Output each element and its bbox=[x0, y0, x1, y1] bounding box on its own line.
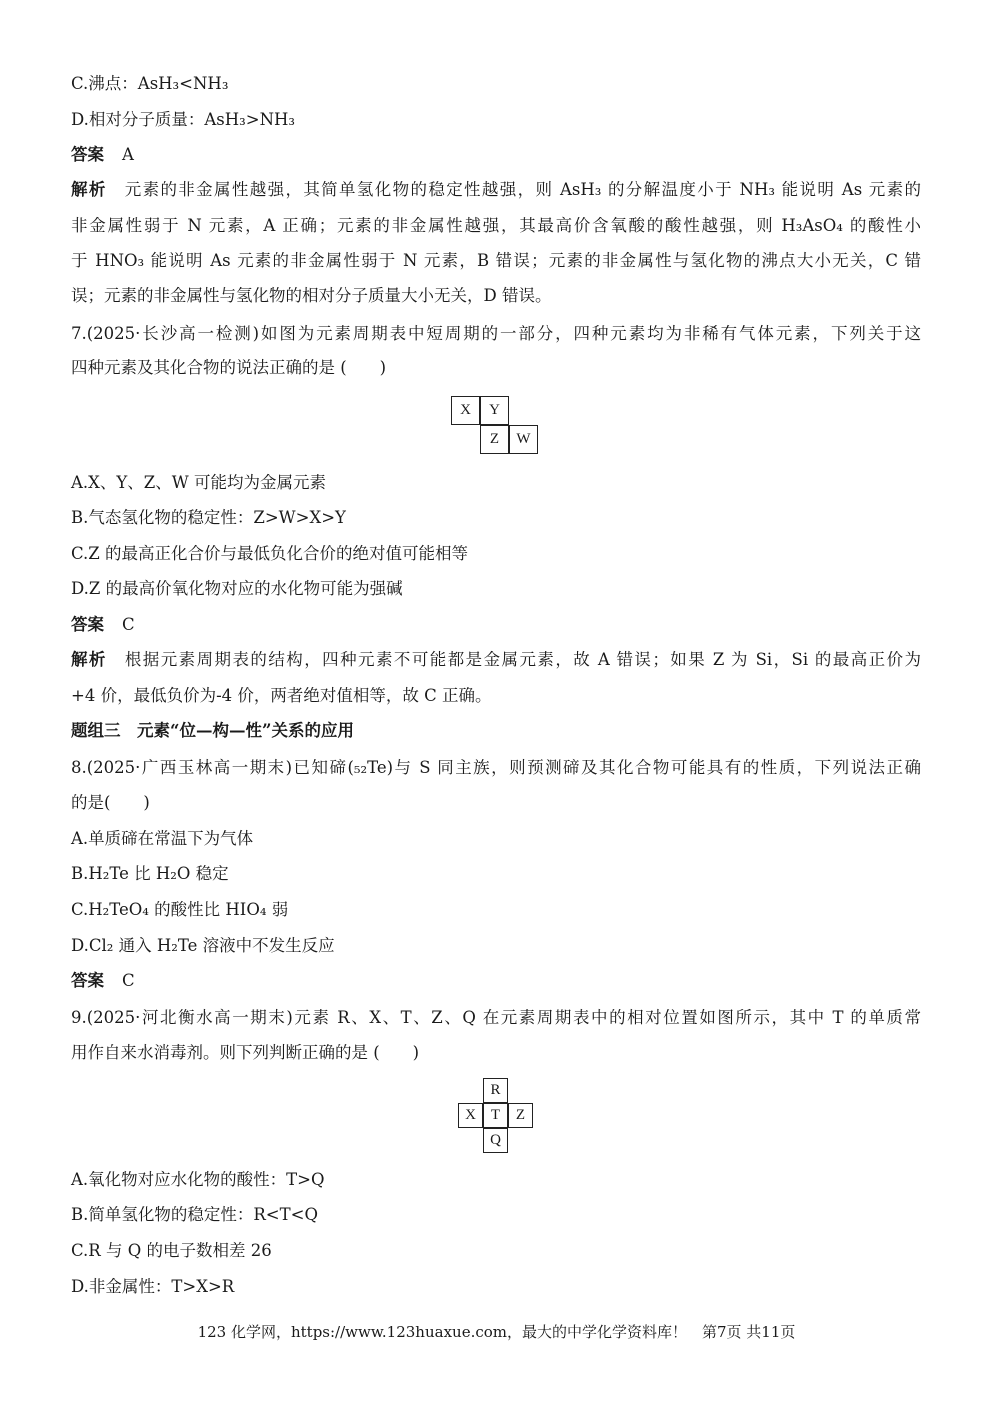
line-text: A.氧化物对应水化物的酸性：T>Q bbox=[71, 1170, 325, 1189]
line-text: D.Cl₂ 通入 H₂Te 溶液中不发生反应 bbox=[71, 936, 335, 955]
text-line-23 bbox=[71, 934, 335, 958]
answer-label: 答案 bbox=[71, 615, 104, 634]
grid2-cell-x: X bbox=[458, 1103, 483, 1128]
line-text: 题组三 元素“位—构—性”关系的应用 bbox=[71, 721, 354, 740]
line-text: D.Z 的最高价氧化物对应的水化物可能为强碱 bbox=[71, 579, 403, 598]
analysis-label: 解析 bbox=[71, 180, 107, 199]
text-line-8 bbox=[71, 322, 921, 346]
text-line-10 bbox=[71, 471, 326, 495]
line-text: A.X、Y、Z、W 可能均为金属元素 bbox=[71, 473, 326, 492]
text-line-28 bbox=[71, 1203, 318, 1227]
text-line-19 bbox=[71, 791, 150, 815]
line-text: 用作自来水消毒剂。则下列判断正确的是 ( ) bbox=[71, 1043, 420, 1062]
text-line-25 bbox=[71, 1006, 921, 1030]
line-text: C bbox=[122, 615, 135, 634]
text-line-15 bbox=[71, 648, 921, 672]
line-text: 误；元素的非金属性与氢化物的相对分子质量大小无关，D 错误。 bbox=[71, 286, 552, 305]
text-line-26 bbox=[71, 1041, 419, 1065]
analysis-label: 解析 bbox=[71, 650, 107, 669]
answer-label: 答案 bbox=[71, 145, 104, 164]
grid1-cell-z: Z bbox=[480, 425, 509, 454]
grid2-cell-q: Q bbox=[483, 1128, 508, 1153]
line-text: C.沸点：AsH₃<NH₃ bbox=[71, 74, 229, 93]
page-footer: 123 化学网，https://www.123huaxue.com，最大的中学化学资料库！ 第7页 共11页 bbox=[197, 1323, 796, 1341]
text-line-29 bbox=[71, 1239, 272, 1263]
text-line-4 bbox=[71, 178, 921, 202]
line-text: 于 HNO₃ 能说明 As 元素的非金属性弱于 N 元素，B 错误；元素的非金属性与氢化物的沸点大小无关，C 错 bbox=[71, 251, 921, 270]
text-line-14 bbox=[71, 613, 135, 637]
line-text: C.H₂TeO₄ 的酸性比 HIO₄ 弱 bbox=[71, 900, 289, 919]
line-text: 9.(2025·河北衡水高一期末)元素 R、X、T、Z、Q 在元素周期表中的相对位置如图所示，其中 T 的单质常 bbox=[71, 1008, 921, 1027]
line-text: D.非金属性：T>X>R bbox=[71, 1277, 235, 1296]
grid2-cell-r: R bbox=[483, 1078, 508, 1103]
line-text: B.气态氢化物的稳定性：Z>W>X>Y bbox=[71, 508, 346, 527]
grid2-cell-t: T bbox=[483, 1103, 508, 1128]
text-line-5 bbox=[71, 214, 921, 238]
line-text: 根据元素周期表的结构，四种元素不可能都是金属元素，故 A 错误；如果 Z 为 Si，Si 的最高正价为 bbox=[124, 650, 921, 669]
line-text: 四种元素及其化合物的说法正确的是 ( ) bbox=[71, 358, 387, 377]
text-line-20 bbox=[71, 827, 253, 851]
line-text: 7.(2025·长沙高一检测)如图为元素周期表中短周期的一部分，四种元素均为非稀有气体元素，下列关于这 bbox=[71, 324, 921, 343]
text-line-9 bbox=[71, 356, 386, 380]
text-line-30 bbox=[71, 1275, 234, 1299]
text-line-3 bbox=[71, 143, 134, 167]
text-line-2 bbox=[71, 108, 295, 132]
line-text: D.相对分子质量：AsH₃>NH₃ bbox=[71, 110, 296, 129]
text-line-18 bbox=[71, 756, 921, 780]
text-line-27 bbox=[71, 1168, 325, 1192]
line-text: +4 价，最低负价为-4 价，两者绝对值相等，故 C 正确。 bbox=[71, 686, 492, 705]
line-text: C.R 与 Q 的电子数相差 26 bbox=[71, 1241, 272, 1260]
line-text: C bbox=[122, 971, 135, 990]
text-line-13 bbox=[71, 577, 403, 601]
line-text: C.Z 的最高正化合价与最低负化合价的绝对值可能相等 bbox=[71, 544, 468, 563]
line-text: 非金属性弱于 N 元素，A 正确；元素的非金属性越强，其最高价含氧酸的酸性越强，则 H₃AsO₄ 的酸性小 bbox=[71, 216, 921, 235]
line-text: 的是( ) bbox=[71, 793, 150, 812]
text-line-7 bbox=[71, 284, 551, 308]
text-line-11 bbox=[71, 506, 346, 530]
line-text: 8.(2025·广西玉林高一期末)已知碲(₅₂Te)与 S 同主族，则预测碲及其化合物可能具有的性质，下列说法正确 bbox=[71, 758, 921, 777]
grid1-cell-x: X bbox=[451, 396, 480, 425]
grid1-cell-y: Y bbox=[480, 396, 509, 425]
text-line-12 bbox=[71, 542, 468, 566]
text-line-21 bbox=[71, 862, 229, 886]
line-text: B.简单氢化物的稳定性：R<T<Q bbox=[71, 1205, 318, 1224]
line-text: B.H₂Te 比 H₂O 稳定 bbox=[71, 864, 229, 883]
text-line-1 bbox=[71, 72, 228, 96]
text-line-22 bbox=[71, 898, 288, 922]
text-line-24 bbox=[71, 969, 135, 993]
answer-label: 答案 bbox=[71, 971, 104, 990]
grid1-cell-w: W bbox=[509, 425, 538, 454]
line-text: 元素的非金属性越强，其简单氢化物的稳定性越强，则 AsH₃ 的分解温度小于 NH₃ 能说明 As 元素的 bbox=[124, 180, 921, 199]
line-text: A.单质碲在常温下为气体 bbox=[71, 829, 254, 848]
text-line-16 bbox=[71, 684, 492, 708]
text-line-6 bbox=[71, 249, 921, 273]
grid2-cell-z: Z bbox=[508, 1103, 533, 1128]
line-text: A bbox=[122, 145, 134, 164]
text-line-17 bbox=[71, 719, 354, 743]
